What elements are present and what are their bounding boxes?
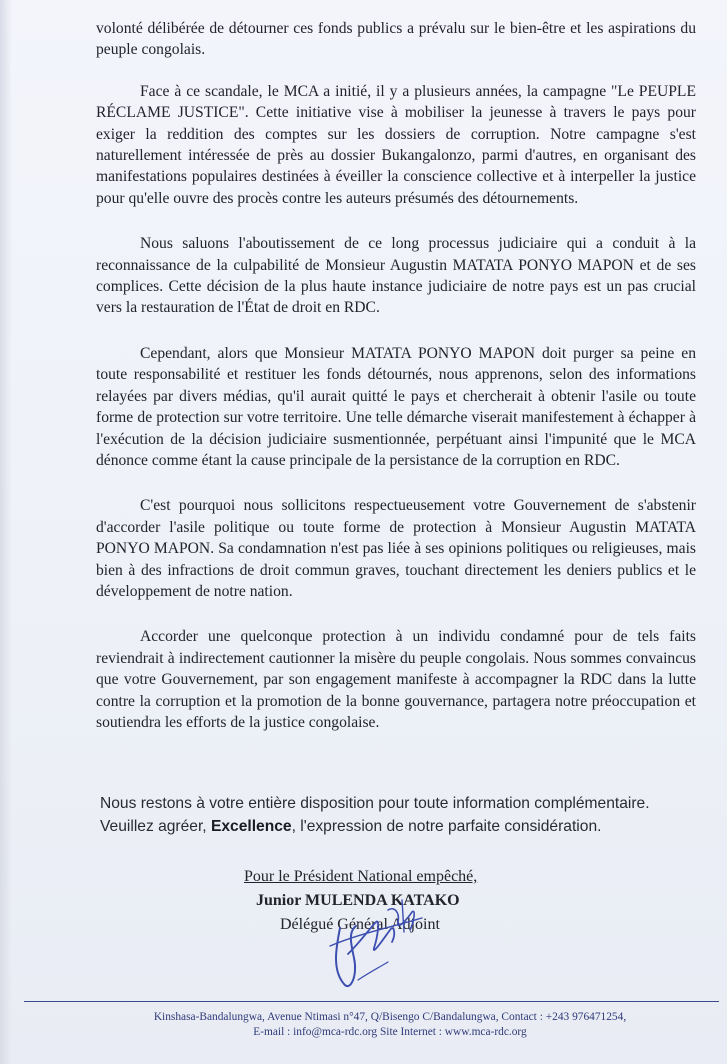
paragraph-campaign: Face à ce scandale, le MCA a initié, il y a plusieurs années, la campagne "Le PEUPLE RÉCLAME JUSTICE". Cette initiative vise à mobiliser la jeunesse à travers le pays pour exiger la reddition des comptes sur les dossiers de corruption. Notre campagne s'est naturellement intéressée de près au dossier Bukangalonzo, parmi d'autres, en organisant des manifestations populaires destinées à éveiller la conscience collective et à interpeller la justice pour qu'elle ouvre des procès contre les auteurs présumés des détournements. <box>96 82 696 207</box>
paragraph-flight: Cependant, alors que Monsieur MATATA PONYO MAPON doit purger sa peine en toute responsabilité et restituer les fonds détournés, nous apprenons, selon des informations relayées par divers médias, qu'il aurait quitté le pays et chercherait à obtenir l'asile ou toute forme de protection sur votre territoire. Une telle démarche viserait manifestement à échapper à l'exécution de la décision judiciaire susmentionnée, perpétuant ainsi l'impunité que le MCA dénonce comme étant la cause principale de la persistance de la corruption en RDC. <box>96 344 696 469</box>
paragraph-verdict: Nous saluons l'aboutissement de ce long processus judiciaire qui a conduit à la reconnaissance de la culpabilité de Monsieur Augustin MATATA PONYO MAPON et de ses complices. Cette décision de la plus haute instance judiciaire de notre pays est un pas crucial vers la restauration de l'État de droit en RDC. <box>96 235 696 317</box>
closing-block <box>100 792 700 838</box>
closing-line-regards <box>100 815 700 838</box>
footer-contact: E-mail : info@mca-rdc.org Site Internet : www.mca-rdc.org <box>253 1026 527 1038</box>
footer-divider <box>24 1001 719 1002</box>
signature-on-behalf: Pour le Président National empêché, <box>244 868 478 885</box>
regards-suffix: , l'expression de notre parfaite considération. <box>291 818 602 835</box>
paragraph-request: C'est pourquoi nous sollicitons respectueusement votre Gouvernement de s'abstenir d'accorder l'asile politique ou toute forme de protection à Monsieur Augustin MATATA PONYO MAPON. Sa condamnation n'est pas liée à ses opinions politiques ou religieuses, mais bien à des infractions de droit commun graves, touchant directement les deniers publics et le développement de notre nation. <box>96 497 696 600</box>
footer-address: Kinshasa-Bandalungwa, Avenue Ntimasi n°47, Q/Bisengo C/Bandalungwa, Contact : +243 976471254, <box>153 1011 627 1023</box>
signatory-title: Délégué Général Adjoint <box>280 916 440 933</box>
signatory-name: Junior MULENDA KATAKO <box>256 892 460 909</box>
closing-line-disposition: Nous restons à votre entière disposition pour toute information complémentaire. <box>100 795 650 812</box>
handwritten-signature-icon <box>318 888 428 998</box>
regards-prefix: Veuillez agréer, <box>100 818 211 835</box>
letterhead-footer <box>60 1010 720 1040</box>
regards-excellence: Excellence <box>210 818 292 835</box>
paragraph-continuation: volonté délibérée de détourner ces fonds publics a prévalu sur le bien-être et les aspirations du peuple congolais. <box>96 20 696 59</box>
paragraph-consequence: Accorder une quelconque protection à un individu condamné pour de tels faits reviendrait à indirectement cautionner la misère du peuple congolais. Nous sommes convaincus que votre Gouvernement, par son engagement manifeste à accompagner la RDC dans la lutte contre la corruption et la promotion de la bonne gouvernance, partagera notre préoccupation et soutiendra les efforts de la justice congolaise. <box>96 628 696 731</box>
letter-body <box>96 18 696 757</box>
